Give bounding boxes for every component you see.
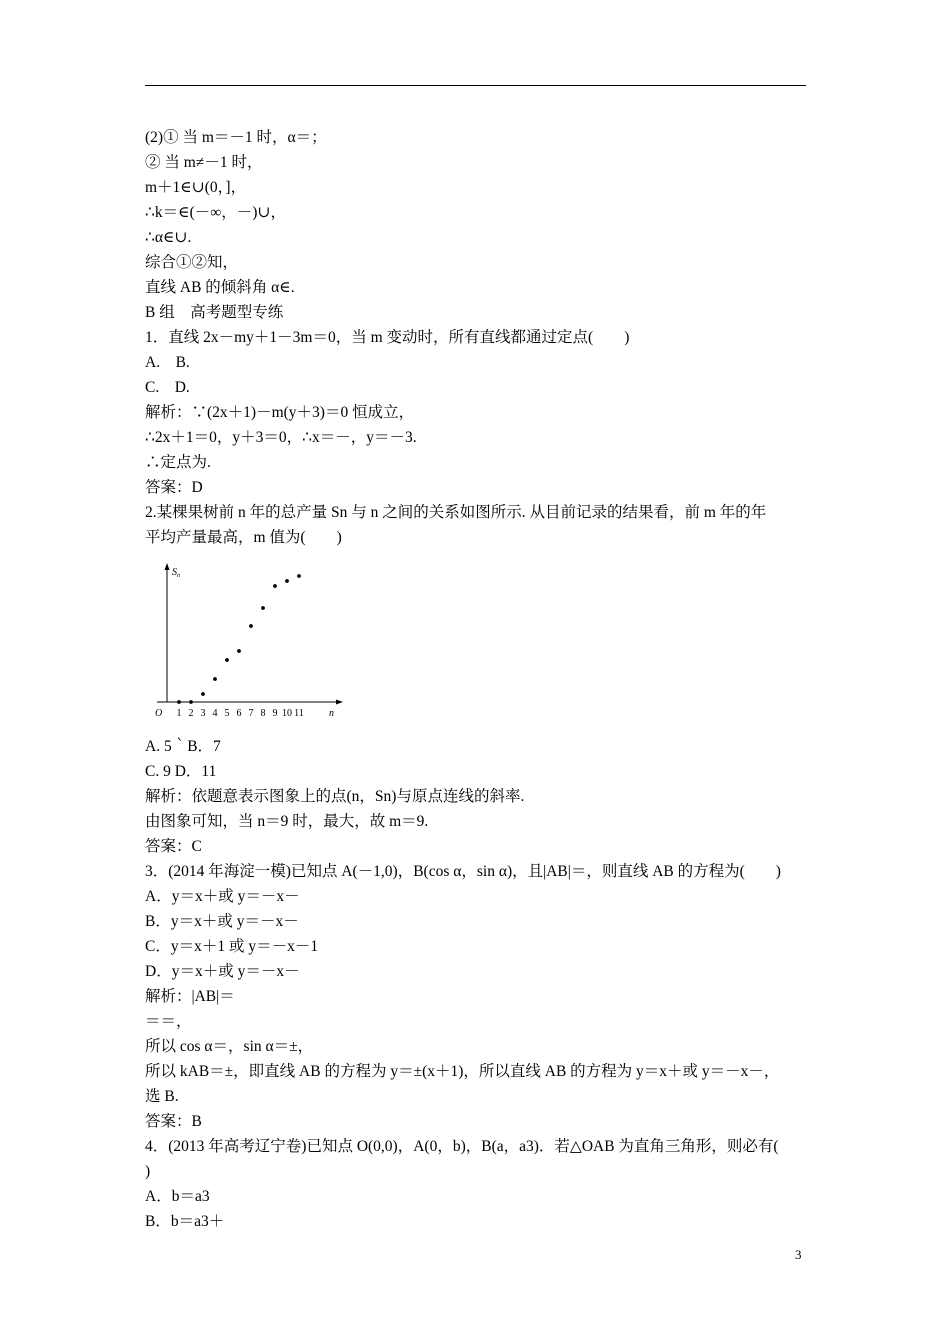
data-point	[261, 606, 265, 610]
text-line: ∴α∈∪.	[145, 229, 192, 246]
text-line: C. 9 D．11	[145, 763, 217, 780]
text-line: B 组 高考题型专练	[145, 304, 284, 321]
y-axis-label: $S_n$	[172, 567, 180, 579]
text-line: 解析：依题意表示图象上的点(n，Sn)与原点连线的斜率.	[145, 788, 525, 805]
text-line: 解析：∵(2x＋1)－m(y＋3)＝0 恒成立，	[145, 404, 415, 421]
text-block-after-chart	[145, 734, 807, 1234]
document-body	[145, 125, 807, 1234]
text-line: 直线 AB 的倾斜角 α∈.	[145, 279, 295, 296]
x-tick-label: 3	[200, 708, 206, 719]
x-tick-label: 1	[176, 708, 182, 719]
text-line: A. B.	[145, 354, 190, 371]
data-point	[189, 700, 193, 704]
text-line: ∴定点为.	[145, 454, 211, 471]
text-line: 由图象可知，当 n＝9 时，最大，故 m＝9.	[145, 813, 429, 830]
text-line: ∴2x＋1＝0，y＋3＝0，∴x＝－，y＝－3.	[145, 429, 417, 446]
x-tick-label: 8	[260, 708, 266, 719]
text-line: A. 5｀B．7	[145, 738, 221, 755]
x-axis-label: n	[329, 708, 334, 719]
x-tick-label: 11	[294, 708, 304, 719]
text-line: 答案：B	[145, 1113, 202, 1130]
sn-scatter-chart	[145, 560, 345, 720]
text-line: (2)① 当 m＝－1 时，α＝；	[145, 129, 327, 146]
x-tick-label: 10	[282, 708, 292, 719]
text-line: 4．(2013 年高考辽宁卷)已知点 O(0,0)，A(0，b)，B(a，a3)．若△OAB 为直角三角形，则必有(	[145, 1138, 779, 1155]
text-line: ② 当 m≠－1 时，	[145, 154, 263, 171]
text-line: )	[145, 1163, 151, 1180]
x-tick-label: 5	[224, 708, 230, 719]
x-tick-label: 9	[272, 708, 278, 719]
text-line: ∴k＝∈(－∞，－)∪，	[145, 204, 286, 221]
text-line: B．y＝x＋或 y＝－x－	[145, 913, 299, 930]
text-line: 平均产量最高，m 值为( )	[145, 529, 342, 546]
text-line: 解析：|AB|＝	[145, 988, 235, 1005]
text-line: 1．直线 2x－my＋1－3m＝0，当 m 变动时，所有直线都通过定点( )	[145, 329, 630, 346]
text-line: C．y＝x＋1 或 y＝－x－1	[145, 938, 319, 955]
text-line: B．b＝a3＋	[145, 1213, 225, 1230]
text-line: 所以 cos α＝，sin α＝±，	[145, 1038, 314, 1055]
text-line: m＋1∈∪(0，]，	[145, 179, 247, 196]
text-line: C. D.	[145, 379, 190, 396]
x-axis-arrow	[336, 700, 343, 705]
x-tick-label: 6	[236, 708, 242, 719]
x-tick-label: 7	[248, 708, 254, 719]
data-point	[237, 649, 241, 653]
text-line: ＝＝，	[145, 1013, 192, 1030]
chart-svg	[145, 560, 345, 720]
text-line: A．b＝a3	[145, 1188, 210, 1205]
data-point	[249, 624, 253, 628]
data-point	[297, 574, 301, 578]
text-line: 答案：C	[145, 838, 202, 855]
origin-label: O	[155, 708, 163, 719]
page-number: 3	[795, 1247, 802, 1262]
text-line: 3．(2014 年海淀一模)已知点 A(－1,0)，B(cos α，sin α)，且|AB|＝，则直线 AB 的方程为( )	[145, 863, 781, 880]
text-line: 综合①②知，	[145, 254, 239, 271]
header-rule	[145, 85, 806, 86]
text-line: 选 B.	[145, 1088, 179, 1105]
data-point	[285, 579, 289, 583]
data-point	[213, 677, 217, 681]
text-line: 所以 kAB＝±，即直线 AB 的方程为 y＝±(x＋1)，所以直线 AB 的方程为 y＝x＋或 y＝－x－，	[145, 1063, 780, 1080]
data-point	[225, 658, 229, 662]
text-line: A．y＝x＋或 y＝－x－	[145, 888, 300, 905]
x-tick-label: 2	[188, 708, 194, 719]
data-point	[177, 700, 181, 704]
data-point	[273, 584, 277, 588]
data-point	[201, 692, 205, 696]
text-line: 2.某棵果树前 n 年的总产量 Sn 与 n 之间的关系如图所示. 从目前记录的结果看，前 m 年的年	[145, 504, 767, 521]
text-block-before-chart	[145, 125, 807, 550]
text-line: 答案：D	[145, 479, 203, 496]
y-axis-arrow	[165, 563, 170, 570]
text-line: D．y＝x＋或 y＝－x－	[145, 963, 300, 980]
x-tick-label: 4	[212, 708, 218, 719]
